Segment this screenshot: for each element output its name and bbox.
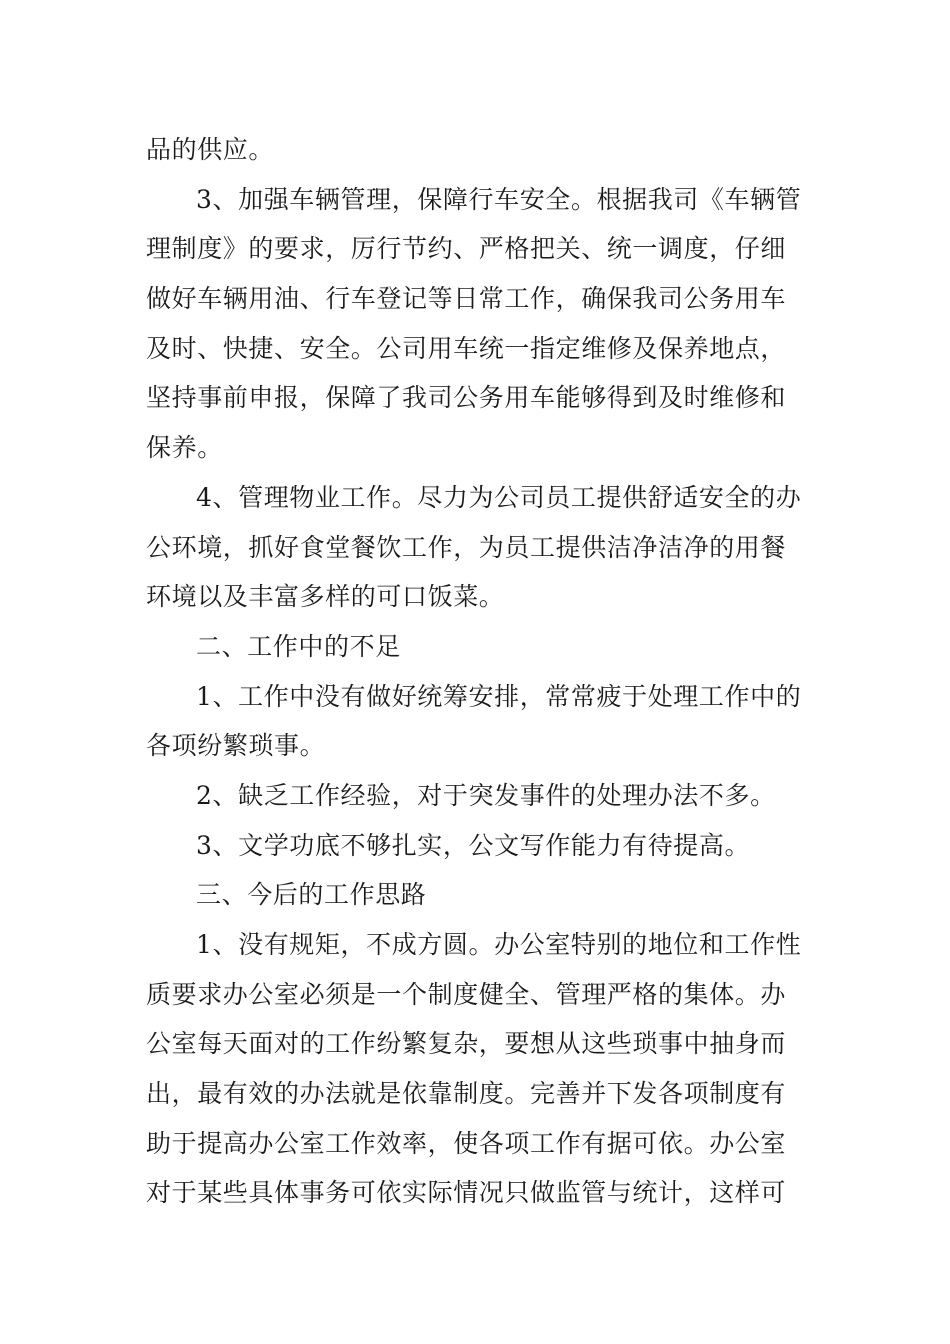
text-line: 3、加强车辆管理，保障行车安全。根据我司《车辆管 [196,184,802,214]
text-line: 环境以及丰富多样的可口饭菜。 [146,582,505,612]
section-heading: 二、工作中的不足 [196,631,401,661]
text-line: 保养。 [146,433,223,463]
text-line: 助于提高办公室工作效率，使各项工作有据可依。办公室 [146,1128,787,1158]
text-line: 1、没有规矩，不成方圆。办公室特别的地位和工作性 [196,930,802,959]
text-line: 及时、快捷、安全。公司用车统一指定维修及保养地点， [146,333,787,363]
text-line: 质要求办公室必须是一个制度健全、管理严格的集体。办 [146,979,787,1009]
text-line: 3、文学功底不够扎实，公文写作能力有待提高。 [196,830,751,860]
text-line: 公室每天面对的工作纷繁复杂，要想从这些琐事中抽身而 [146,1029,787,1059]
section-heading: 三、今后的工作思路 [196,880,427,910]
text-line: 4、管理物业工作。尽力为公司员工提供舒适安全的办 [196,482,802,512]
text-line: 1、工作中没有做好统筹安排，常常疲于处理工作中的 [196,681,802,711]
text-line: 做好车辆用油、行车登记等日常工作，确保我司公务用车 [146,284,787,314]
text-line: 坚持事前申报，保障了我司公务用车能够得到及时维修和 [146,383,787,413]
text-line: 公环境，抓好食堂餐饮工作，为员工提供洁净洁净的用餐 [146,532,787,562]
text-line: 理制度》的要求，厉行节约、严格把关、统一调度，仔细 [146,234,787,264]
document-page [146,125,806,1218]
text-line: 各项纷繁琐事。 [146,731,326,761]
text-line: 出，最有效的办法就是依靠制度。完善并下发各项制度有 [146,1079,787,1109]
text-line: 2、缺乏工作经验，对于突发事件的处理办法不多。 [196,780,776,810]
text-line: 对于某些具体事务可依实际情况只做监管与统计，这样可 [146,1178,787,1208]
text-line: 品的供应。 [146,135,275,164]
